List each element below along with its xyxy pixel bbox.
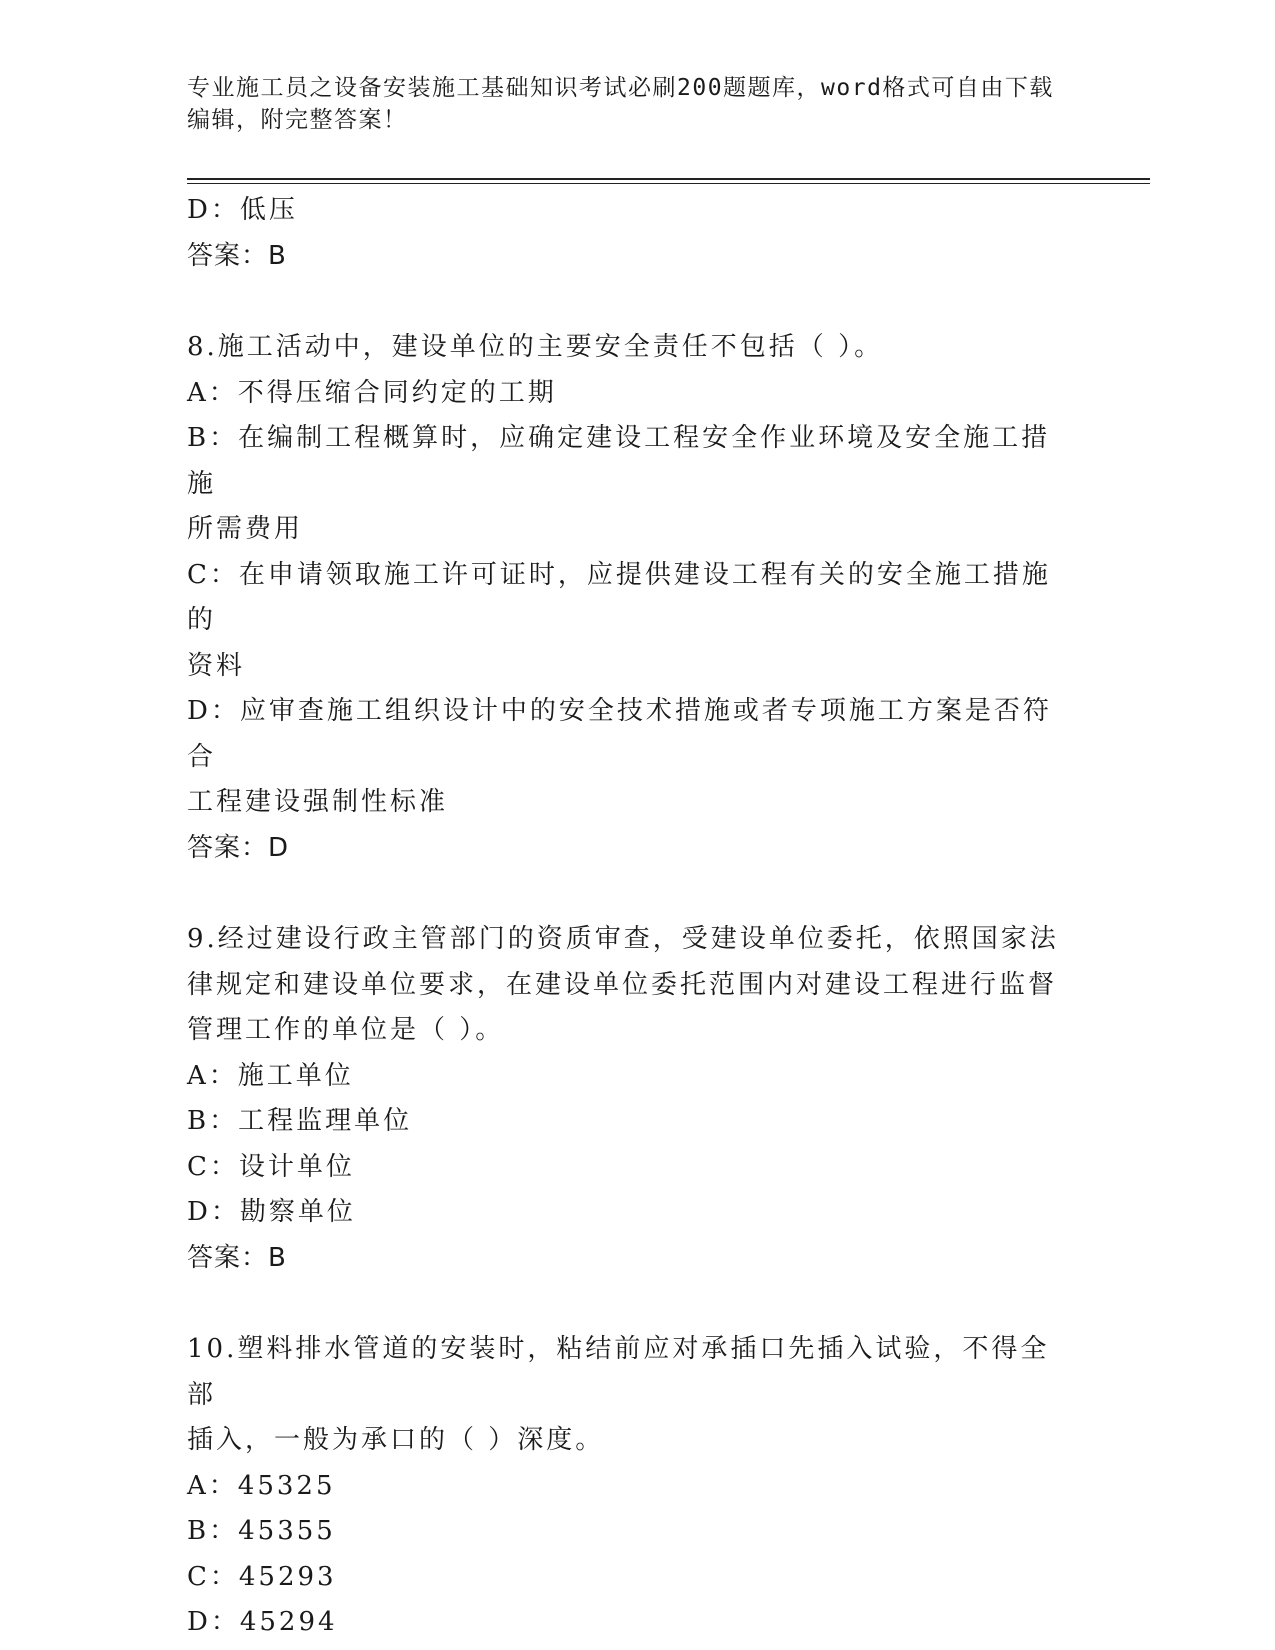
header-title-line-1: 专业施工员之设备安装施工基础知识考试必刷200题题库，word格式可自由下载 (187, 75, 1054, 101)
option-c: C：设计单位 (187, 1151, 355, 1182)
question-stem-continued: 管理工作的单位是（ ）。 (187, 1015, 505, 1045)
answer: 答案：B (187, 240, 287, 271)
option-d: D：低压 (187, 195, 298, 225)
option-b: B：在编制工程概算时，应确定建设工程安全作业环境及安全施工措施 (187, 423, 1051, 499)
answer: 答案：B (187, 1242, 287, 1273)
option-c-continued: 资料 (187, 650, 246, 681)
question-stem: 9.经过建设行政主管部门的资质审查，受建设单位委托，依照国家法 (187, 924, 1059, 954)
option-b: B：工程监理单位 (187, 1106, 413, 1136)
option-c: C：在申请领取施工许可证时，应提供建设工程有关的安全施工措施的 (187, 559, 1051, 635)
question-stem-continued: 律规定和建设单位要求，在建设单位委托范围内对建设工程进行监督 (187, 969, 1058, 1000)
document-header (187, 72, 1067, 136)
option-a: A：施工单位 (187, 1060, 354, 1091)
option-b-continued: 所需费用 (187, 514, 304, 544)
option-d: D：勘察单位 (187, 1197, 356, 1227)
question-8 (187, 325, 1077, 871)
question-stem-continued: 插入，一般为承口的（ ）深度。 (187, 1425, 605, 1455)
option-d: D：应审查施工组织设计中的安全技术措施或者专项施工方案是否符合 (187, 696, 1052, 772)
option-a: A：不得压缩合同约定的工期 (187, 377, 557, 408)
header-divider (187, 178, 1150, 180)
answer: 答案：D (187, 832, 290, 863)
option-d-continued: 工程建设强制性标准 (187, 787, 449, 817)
question-stem: 10.塑料排水管道的安装时，粘结前应对承插口先插入试验，不得全部 (187, 1334, 1050, 1410)
question-10 (187, 1327, 1077, 1646)
option-d: D：45294 (187, 1607, 338, 1637)
option-c: C：45293 (187, 1561, 337, 1592)
option-b: B：45355 (187, 1516, 336, 1546)
previous-question (187, 188, 1077, 279)
option-a: A：45325 (187, 1470, 336, 1501)
header-divider-thin (187, 183, 1150, 184)
question-9 (187, 917, 1077, 1281)
question-stem: 8.施工活动中，建设单位的主要安全责任不包括（ ）。 (187, 332, 884, 362)
question-content (187, 188, 1077, 1646)
header-title-line-2: 编辑，附完整答案！ (187, 107, 408, 133)
